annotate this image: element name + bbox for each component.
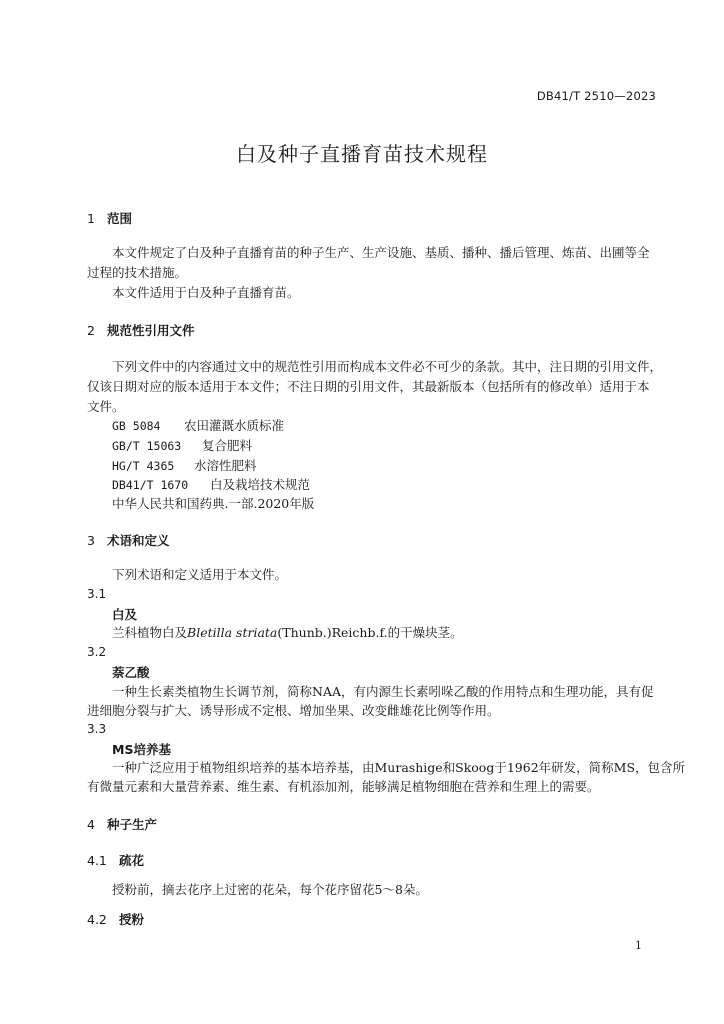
section-3-heading xyxy=(87,531,170,549)
reference-name: 白及栽培技术规范 xyxy=(210,477,311,492)
term-definition-line: 一种生长素类植物生长调节剂，简称NAA，有内源生长素吲哚乙酸的作用特点和生理功能，具有促 xyxy=(112,684,654,699)
paragraph-line: 本文件适用于白及种子直播育苗。 xyxy=(112,285,300,300)
term-name: 萘乙酸 xyxy=(112,665,150,680)
reference-code: DB41/T 1670 xyxy=(112,478,189,492)
reference-item xyxy=(112,416,284,434)
subsection-title: 授粉 xyxy=(119,912,145,927)
section-number: 1 xyxy=(87,211,95,226)
paragraph-line: 下列文件中的内容通过文中的规范性引用而构成本文件必不可少的条款。其中，注日期的引用文件， xyxy=(112,359,663,374)
reference-code: GB/T 15063 xyxy=(112,439,182,453)
term-definition-line: 有微量元素和大量营养素、维生素、有机添加剂，能够满足植物细胞在营养和生理上的需要。 xyxy=(87,779,600,794)
section-title: 术语和定义 xyxy=(107,533,170,548)
term-definition-line: 进细胞分裂与扩大、诱导形成不定根、增加坐果、改变雌雄花比例等作用。 xyxy=(87,703,500,718)
reference-item xyxy=(112,475,310,493)
subsection-4-2-heading xyxy=(87,910,144,928)
paragraph-line: 授粉前，摘去花序上过密的花朵，每个花序留花5～8朵。 xyxy=(112,882,428,897)
paragraph-line: 过程的技术措施。 xyxy=(87,265,188,280)
definition-text: (Thunb.)Reichb.f.的干燥块茎。 xyxy=(277,625,463,640)
paragraph-line: 本文件规定了白及种子直播育苗的种子生产、生产设施、基质、播种、播后管理、炼苗、出圃等全 xyxy=(112,245,650,260)
section-number: 2 xyxy=(87,323,95,338)
term-number: 3.2 xyxy=(87,645,107,659)
section-number: 4 xyxy=(87,817,95,832)
subsection-4-1-heading xyxy=(87,851,144,869)
document-title: 白及种子直播育苗技术规程 xyxy=(236,142,488,166)
reference-name: 水溶性肥料 xyxy=(194,458,257,473)
subsection-number: 4.1 xyxy=(87,853,107,868)
reference-item xyxy=(112,436,252,454)
definition-text: 兰科植物白及 xyxy=(112,625,188,640)
subsection-title: 疏花 xyxy=(119,853,145,868)
section-4-heading xyxy=(87,815,157,833)
reference-item xyxy=(112,456,257,474)
term-definition xyxy=(112,623,463,642)
term-name: MS培养基 xyxy=(112,742,171,757)
section-title: 规范性引用文件 xyxy=(107,323,195,338)
page-number: 1 xyxy=(635,939,642,952)
reference-name: 复合肥料 xyxy=(202,438,253,453)
paragraph-line: 下列术语和定义适用于本文件。 xyxy=(112,567,288,582)
reference-item xyxy=(112,494,314,512)
reference-code: HG/T 4365 xyxy=(112,459,175,473)
scientific-name: Bletilla striata xyxy=(187,625,278,640)
section-title: 范围 xyxy=(107,211,133,226)
reference-name: 中华人民共和国药典.一部.2020年版 xyxy=(112,496,315,511)
paragraph-line: 仅该日期对应的版本适用于本文件；不注日期的引用文件，其最新版本（包括所有的修改单）适用于本 xyxy=(87,379,650,394)
term-number: 3.1 xyxy=(87,587,107,601)
term-name: 白及 xyxy=(112,607,138,622)
section-1-heading xyxy=(87,209,132,227)
reference-name: 农田灌溉水质标准 xyxy=(184,418,285,433)
section-title: 种子生产 xyxy=(107,817,158,832)
section-number: 3 xyxy=(87,533,95,548)
standard-number: DB41/T 2510—2023 xyxy=(536,89,656,103)
term-number: 3.3 xyxy=(87,722,107,736)
section-2-heading xyxy=(87,321,195,339)
reference-code: GB 5084 xyxy=(112,419,161,433)
term-definition-line: 一种广泛应用于植物组织培养的基本培养基，由Murashige和Skoog于1962年研发，简称MS，包含所 xyxy=(112,760,686,775)
paragraph-line: 文件。 xyxy=(87,399,125,414)
subsection-number: 4.2 xyxy=(87,912,107,927)
